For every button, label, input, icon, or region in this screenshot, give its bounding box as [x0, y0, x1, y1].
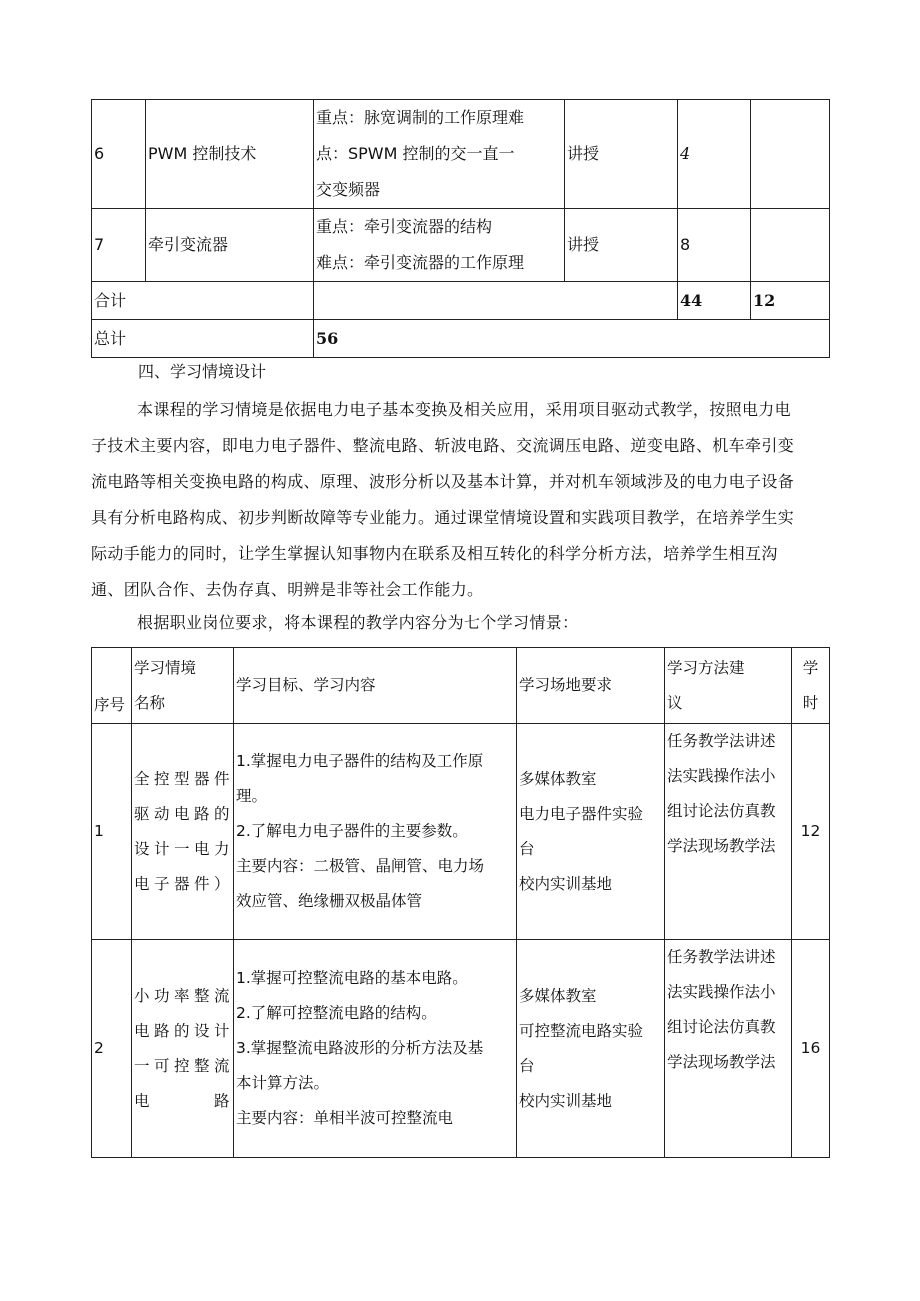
total-row	[92, 320, 830, 358]
situation-hours: 16	[792, 940, 830, 1158]
teaching-method: 讲授	[565, 100, 678, 209]
row-number: 6	[92, 100, 146, 209]
hours: 8	[678, 209, 751, 282]
teaching-method: 讲授	[565, 209, 678, 282]
subtotal-blank	[314, 282, 678, 320]
situation-method: 任务教学法讲述 法实践操作法小 组讨论法仿真教 学法现场教学法	[665, 940, 792, 1158]
subtotal-label: 合计	[92, 282, 314, 320]
header-method: 学习方法建 议	[665, 648, 792, 724]
row-number: 7	[92, 209, 146, 282]
situation-goals: 1.掌握电力电子器件的结构及工作原 理。 2.了解电力电子器件的主要参数。 主要内容：二极管、晶闸管、电力场 效应管、绝缘栅双极晶体管	[234, 724, 517, 940]
situation-method: 任务教学法讲述 法实践操作法小 组讨论法仿真教 学法现场教学法	[665, 724, 792, 940]
situation-number: 2	[92, 940, 132, 1158]
chapter-name: PWM 控制技术	[146, 100, 314, 209]
situation-name: 全控型器件 驱动电路的 设计一电力 电子器件）	[132, 724, 234, 940]
header-goals: 学习目标、学习内容	[234, 648, 517, 724]
extra-hours	[751, 100, 830, 209]
subtotal-hours: 44	[678, 282, 751, 320]
header-row	[92, 648, 830, 724]
chapter-name: 牵引变流器	[146, 209, 314, 282]
subtotal-row	[92, 282, 830, 320]
total-label: 总计	[92, 320, 314, 358]
situation-venue: 多媒体教室 可控整流电路实验 台 校内实训基地	[517, 940, 665, 1158]
table-row	[92, 724, 830, 940]
key-points: 重点：牵引变流器的结构 难点：牵引变流器的工作原理	[314, 209, 565, 282]
situation-hours: 12	[792, 724, 830, 940]
hours: 4	[678, 100, 751, 209]
intro-paragraph: 本课程的学习情境是依据电力电子基本变换及相关应用，采用项目驱动式教学，按照电力电 子技术主要内容，即电力电子器件、整流电路、斩波电路、交流调压电路、逆变电路、机车牵引变 流电路等相关变换电路的构成、原理、波形分析以及基本计算，并对机车领域涉及的电力电子设备 具有分析电路构成、初步判断故障等专业能力。通过课堂情境设置和实践项目教学，在培养学生实 际动手能力的同时，让学生掌握认知事物内在联系及相互转化的科学分析方法，培养学生相互沟 通、团队合作、去伪存真、明辨是非等社会工作能力。	[91, 400, 795, 599]
header-hours: 学 时	[792, 648, 830, 724]
situation-number: 1	[92, 724, 132, 940]
header-venue: 学习场地要求	[517, 648, 665, 724]
subtotal-extra: 12	[751, 282, 830, 320]
header-name: 学习情境 名称	[132, 648, 234, 724]
situation-table	[91, 647, 830, 1158]
situation-name: 小功率整流 电路的设计 一可控整流 电路	[132, 940, 234, 1158]
situation-goals: 1.掌握可控整流电路的基本电路。 2.了解可控整流电路的结构。 3.掌握整流电路波形的分析方法及基 本计算方法。 主要内容：单相半波可控整流电	[234, 940, 517, 1158]
extra-hours	[751, 209, 830, 282]
table-row	[92, 209, 830, 282]
situation-venue: 多媒体教室 电力电子器件实验 台 校内实训基地	[517, 724, 665, 940]
total-value: 56	[314, 320, 830, 358]
table-row	[92, 940, 830, 1158]
table-row	[92, 100, 830, 209]
lead-sentence: 根据职业岗位要求，将本课程的教学内容分为七个学习情景：	[137, 613, 579, 632]
section-heading: 四、学习情境设计	[138, 362, 267, 381]
schedule-table	[91, 99, 830, 358]
key-points: 重点：脉宽调制的工作原理难 点：SPWM 控制的交一直一 交变频器	[314, 100, 565, 209]
header-no: 序号	[92, 648, 132, 724]
